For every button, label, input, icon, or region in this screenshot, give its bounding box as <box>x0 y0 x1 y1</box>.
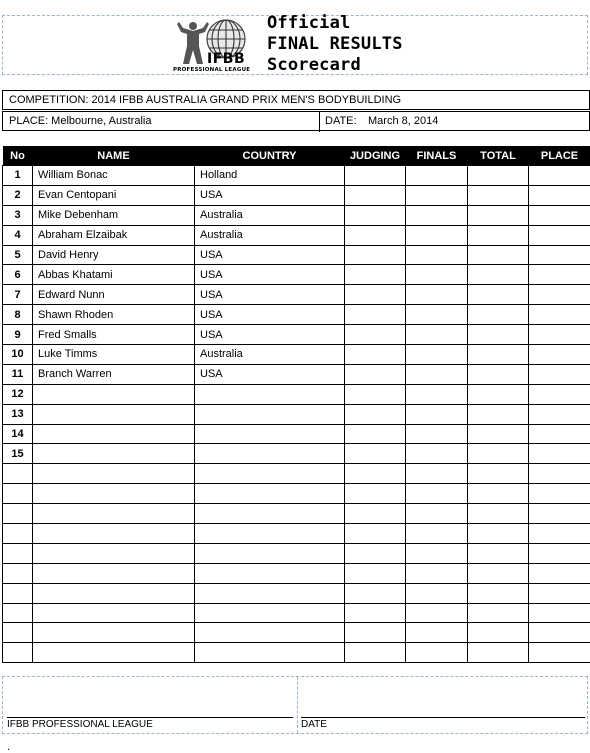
cell-place <box>529 543 590 563</box>
cell-judging <box>345 364 406 384</box>
cell-name: Abraham Elzaibak <box>33 225 195 245</box>
cell-no: 2 <box>3 185 33 205</box>
cell-judging <box>345 265 406 285</box>
table-row <box>3 285 590 305</box>
table-row <box>3 524 590 544</box>
cell-total <box>468 384 529 404</box>
col-header-name: NAME <box>33 146 195 166</box>
table-row <box>3 345 590 365</box>
league-signature-line: IFBB PROFESSIONAL LEAGUE <box>7 717 293 731</box>
cell-judging <box>345 543 406 563</box>
cell-judging <box>345 166 406 186</box>
cell-no <box>3 464 33 484</box>
cell-finals <box>406 404 468 424</box>
cell-no <box>3 643 33 663</box>
cell-judging <box>345 325 406 345</box>
cell-place <box>529 205 590 225</box>
cell-finals <box>406 484 468 504</box>
cell-no: 4 <box>3 225 33 245</box>
table-row <box>3 364 590 384</box>
cell-country <box>195 524 345 544</box>
table-row <box>3 424 590 444</box>
cell-finals <box>406 643 468 663</box>
cell-country <box>195 384 345 404</box>
cell-name <box>33 464 195 484</box>
cell-finals <box>406 563 468 583</box>
title-line-final-results: FINAL RESULTS <box>267 34 403 55</box>
cell-place <box>529 504 590 524</box>
table-row <box>3 404 590 424</box>
cell-place <box>529 583 590 603</box>
cell-total <box>468 305 529 325</box>
cell-total <box>468 205 529 225</box>
cell-total <box>468 285 529 305</box>
cell-judging <box>345 484 406 504</box>
cell-total <box>468 484 529 504</box>
cell-judging <box>345 225 406 245</box>
cell-judging <box>345 404 406 424</box>
place-text: PLACE: Melbourne, Australia <box>9 112 151 130</box>
cell-place <box>529 325 590 345</box>
cell-finals <box>406 524 468 544</box>
col-header-finals: FINALS <box>406 146 468 166</box>
cell-no: 15 <box>3 444 33 464</box>
cell-country <box>195 563 345 583</box>
cell-no <box>3 524 33 544</box>
cell-country: Holland <box>195 166 345 186</box>
cell-name: Evan Centopani <box>33 185 195 205</box>
cell-place <box>529 643 590 663</box>
cell-name <box>33 583 195 603</box>
cell-judging <box>345 563 406 583</box>
cell-place <box>529 464 590 484</box>
cell-name <box>33 404 195 424</box>
cell-place <box>529 603 590 623</box>
cell-name: Abbas Khatami <box>33 265 195 285</box>
cell-place <box>529 185 590 205</box>
cell-finals <box>406 424 468 444</box>
cell-total <box>468 603 529 623</box>
cell-country <box>195 623 345 643</box>
cell-name <box>33 384 195 404</box>
cell-country: USA <box>195 325 345 345</box>
cell-name <box>33 603 195 623</box>
cell-place <box>529 484 590 504</box>
cell-country <box>195 643 345 663</box>
cell-country: USA <box>195 185 345 205</box>
cell-no: 3 <box>3 205 33 225</box>
cell-finals <box>406 265 468 285</box>
cell-total <box>468 524 529 544</box>
cell-no: 14 <box>3 424 33 444</box>
cell-no: 9 <box>3 325 33 345</box>
cell-total <box>468 225 529 245</box>
title-line-scorecard: Scorecard <box>267 55 403 76</box>
cell-finals <box>406 623 468 643</box>
cell-country <box>195 543 345 563</box>
cell-place <box>529 285 590 305</box>
cell-judging <box>345 504 406 524</box>
cell-finals <box>406 285 468 305</box>
cell-judging <box>345 205 406 225</box>
cell-country: Australia <box>195 205 345 225</box>
cell-name <box>33 484 195 504</box>
table-row <box>3 643 590 663</box>
cell-no: 1 <box>3 166 33 186</box>
cell-name <box>33 543 195 563</box>
info-divider <box>319 112 320 132</box>
table-row <box>3 543 590 563</box>
cell-name: Luke Timms <box>33 345 195 365</box>
cell-judging <box>345 583 406 603</box>
cell-total <box>468 404 529 424</box>
scorecard-title <box>267 13 403 76</box>
cell-country: USA <box>195 285 345 305</box>
cell-place <box>529 245 590 265</box>
table-row <box>3 166 590 186</box>
cell-finals <box>406 345 468 365</box>
table-row <box>3 464 590 484</box>
cell-place <box>529 166 590 186</box>
cell-total <box>468 543 529 563</box>
cell-name <box>33 524 195 544</box>
col-header-place: PLACE <box>529 146 590 166</box>
cell-place <box>529 265 590 285</box>
cell-place <box>529 305 590 325</box>
table-row <box>3 185 590 205</box>
cell-name: David Henry <box>33 245 195 265</box>
cell-name: Fred Smalls <box>33 325 195 345</box>
cell-name: William Bonac <box>33 166 195 186</box>
cell-total <box>468 345 529 365</box>
col-header-judging: JUDGING <box>345 146 406 166</box>
cell-place <box>529 563 590 583</box>
cell-country: Australia <box>195 225 345 245</box>
cell-country <box>195 603 345 623</box>
cell-name <box>33 424 195 444</box>
competition-info <box>2 90 590 133</box>
cell-no: 12 <box>3 384 33 404</box>
cell-judging <box>345 384 406 404</box>
table-body <box>3 166 590 663</box>
cell-no <box>3 563 33 583</box>
cell-no: 8 <box>3 305 33 325</box>
cell-name <box>33 504 195 524</box>
cell-no <box>3 623 33 643</box>
cell-no: 7 <box>3 285 33 305</box>
cell-place <box>529 345 590 365</box>
cell-judging <box>345 623 406 643</box>
cell-country <box>195 583 345 603</box>
cell-name: Shawn Rhoden <box>33 305 195 325</box>
cell-place <box>529 404 590 424</box>
logo-wordmark: IFBB <box>207 51 245 67</box>
cell-finals <box>406 603 468 623</box>
cell-total <box>468 643 529 663</box>
cell-judging <box>345 424 406 444</box>
cell-total <box>468 623 529 643</box>
cell-no: 5 <box>3 245 33 265</box>
cell-name: Branch Warren <box>33 364 195 384</box>
cell-name <box>33 444 195 464</box>
cell-total <box>468 504 529 524</box>
cell-no <box>3 603 33 623</box>
cell-place <box>529 225 590 245</box>
cell-no: 10 <box>3 345 33 365</box>
cell-total <box>468 444 529 464</box>
cell-judging <box>345 464 406 484</box>
cell-total <box>468 424 529 444</box>
cell-total <box>468 265 529 285</box>
date-value: March 8, 2014 <box>368 112 438 130</box>
cell-country <box>195 444 345 464</box>
cell-no: 13 <box>3 404 33 424</box>
cell-place <box>529 623 590 643</box>
date-label: DATE: <box>325 112 357 130</box>
table-header-row <box>3 146 590 166</box>
logo-subtext: PROFESSIONAL LEAGUE <box>173 67 250 73</box>
cell-country <box>195 424 345 444</box>
cell-name <box>33 643 195 663</box>
table-row <box>3 384 590 404</box>
place-date-row <box>2 111 590 131</box>
table-row <box>3 325 590 345</box>
cell-place <box>529 384 590 404</box>
cell-no <box>3 484 33 504</box>
cell-name <box>33 623 195 643</box>
cell-finals <box>406 225 468 245</box>
col-header-total: TOTAL <box>468 146 529 166</box>
cell-finals <box>406 444 468 464</box>
table-row <box>3 265 590 285</box>
cell-finals <box>406 583 468 603</box>
date-signature-line: DATE <box>301 717 585 731</box>
col-header-country: COUNTRY <box>195 146 345 166</box>
scorecard-header <box>2 15 588 75</box>
cell-no <box>3 504 33 524</box>
cell-country: Australia <box>195 345 345 365</box>
cell-country: USA <box>195 364 345 384</box>
trailing-mark: . <box>7 742 10 753</box>
cell-country <box>195 404 345 424</box>
table-row <box>3 583 590 603</box>
cell-total <box>468 185 529 205</box>
table-row <box>3 444 590 464</box>
cell-finals <box>406 166 468 186</box>
cell-total <box>468 364 529 384</box>
table-row <box>3 603 590 623</box>
cell-country: USA <box>195 265 345 285</box>
cell-total <box>468 325 529 345</box>
cell-finals <box>406 384 468 404</box>
table-row <box>3 305 590 325</box>
cell-judging <box>345 305 406 325</box>
cell-no: 6 <box>3 265 33 285</box>
cell-finals <box>406 245 468 265</box>
table-row <box>3 484 590 504</box>
table-row <box>3 205 590 225</box>
cell-judging <box>345 185 406 205</box>
cell-name: Mike Debenham <box>33 205 195 225</box>
cell-place <box>529 524 590 544</box>
cell-judging <box>345 444 406 464</box>
col-header-no: No <box>3 146 33 166</box>
cell-place <box>529 364 590 384</box>
cell-country <box>195 504 345 524</box>
cell-country: USA <box>195 245 345 265</box>
cell-place <box>529 424 590 444</box>
results-table <box>2 146 590 663</box>
cell-no: 11 <box>3 364 33 384</box>
cell-finals <box>406 185 468 205</box>
cell-name <box>33 563 195 583</box>
cell-finals <box>406 305 468 325</box>
cell-finals <box>406 543 468 563</box>
cell-total <box>468 583 529 603</box>
cell-judging <box>345 345 406 365</box>
cell-no <box>3 543 33 563</box>
cell-total <box>468 166 529 186</box>
cell-no <box>3 583 33 603</box>
cell-country <box>195 464 345 484</box>
signature-footer <box>2 676 588 734</box>
cell-judging <box>345 245 406 265</box>
title-line-official: Official <box>267 13 403 34</box>
cell-country <box>195 484 345 504</box>
cell-country: USA <box>195 305 345 325</box>
cell-total <box>468 464 529 484</box>
cell-finals <box>406 364 468 384</box>
cell-finals <box>406 205 468 225</box>
cell-total <box>468 245 529 265</box>
table-row <box>3 225 590 245</box>
ifbb-logo <box>171 18 267 74</box>
footer-divider <box>297 677 298 733</box>
table-row <box>3 504 590 524</box>
cell-judging <box>345 285 406 305</box>
table-row <box>3 623 590 643</box>
cell-finals <box>406 504 468 524</box>
table-row <box>3 563 590 583</box>
cell-name: Edward Nunn <box>33 285 195 305</box>
cell-total <box>468 563 529 583</box>
cell-place <box>529 444 590 464</box>
table-row <box>3 245 590 265</box>
cell-judging <box>345 643 406 663</box>
cell-finals <box>406 325 468 345</box>
cell-judging <box>345 524 406 544</box>
competition-text: COMPETITION: 2014 IFBB AUSTRALIA GRAND PRIX MEN'S BODYBUILDING <box>9 91 401 109</box>
competition-row <box>2 90 590 110</box>
cell-judging <box>345 603 406 623</box>
cell-finals <box>406 464 468 484</box>
